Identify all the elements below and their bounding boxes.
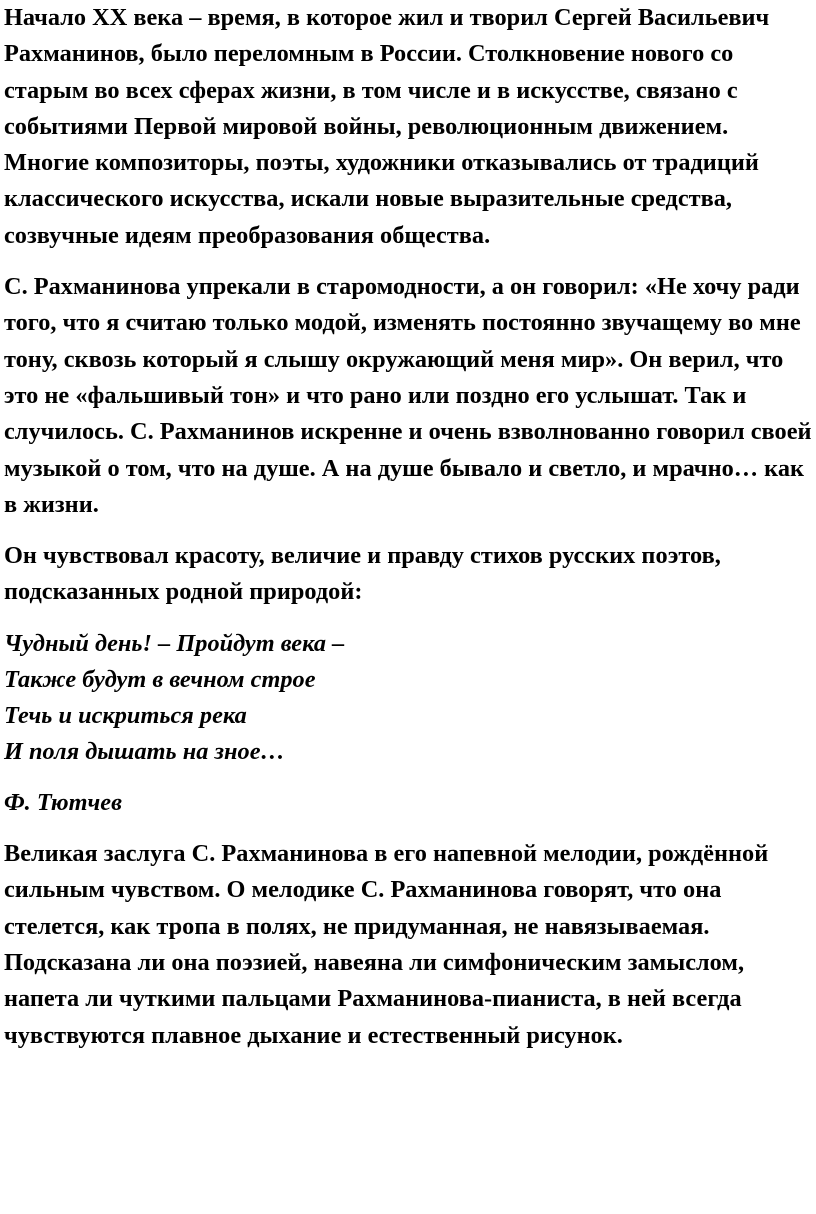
paragraph-poets: Он чувствовал красоту, величие и правду стихов русских поэтов, подсказанных родной природой: xyxy=(4,542,721,606)
poem-line: Течь и искриться река xyxy=(4,701,247,729)
poem-line: Также будут в вечном строе xyxy=(4,665,316,693)
paragraph-closing: Великая заслуга С. Рахманинова в его напевной мелодии, рождённой сильным чувством. О мелодике С. Рахманинова говорят, что она стелется, как тропа в полях, не придуманная, не навязываемая. Подсказана ли она поэзией, навеяна ли симфоническим замыслом, напета ли чуткими пальцами Рахманинова-пианиста, в ней всегда чувствуются плавное дыхание и естественный рисунок. xyxy=(4,840,769,1049)
paragraph-quote: С. Рахманинова упрекали в старомодности, а он говорил: «Не хочу ради того, что я считаю только модой, изменять постоянно звучащему во мне тону, сквозь который я слышу окружающий меня мир». Он верил, что это не «фальшивый тон» и что рано или поздно его услышат. Так и случилось. С. Рахманинов искренне и очень взволнованно говорил своей музыкой о том, что на душе. А на душе бывало и светло, и мрачно… как в жизни. xyxy=(4,273,812,518)
paragraph-intro: Начало XX века – время, в которое жил и творил Сергей Васильевич Рахманинов, было переломным в России. Столкновение нового со старым во всех сферах жизни, в том числе и в искусстве, связано с событиями Первой мировой войны, революционным движением. Многие композиторы, поэты, художники отказывались от традиций классического искусства, искали новые выразительные средства, созвучные идеям преобразования общества. xyxy=(4,4,770,249)
poem xyxy=(4,626,812,770)
poem-line: И поля дышать на зное… xyxy=(4,737,285,765)
poem-author: Ф. Тютчев xyxy=(4,788,122,816)
poem-line: Чудный день! – Пройдут века – xyxy=(4,629,345,657)
